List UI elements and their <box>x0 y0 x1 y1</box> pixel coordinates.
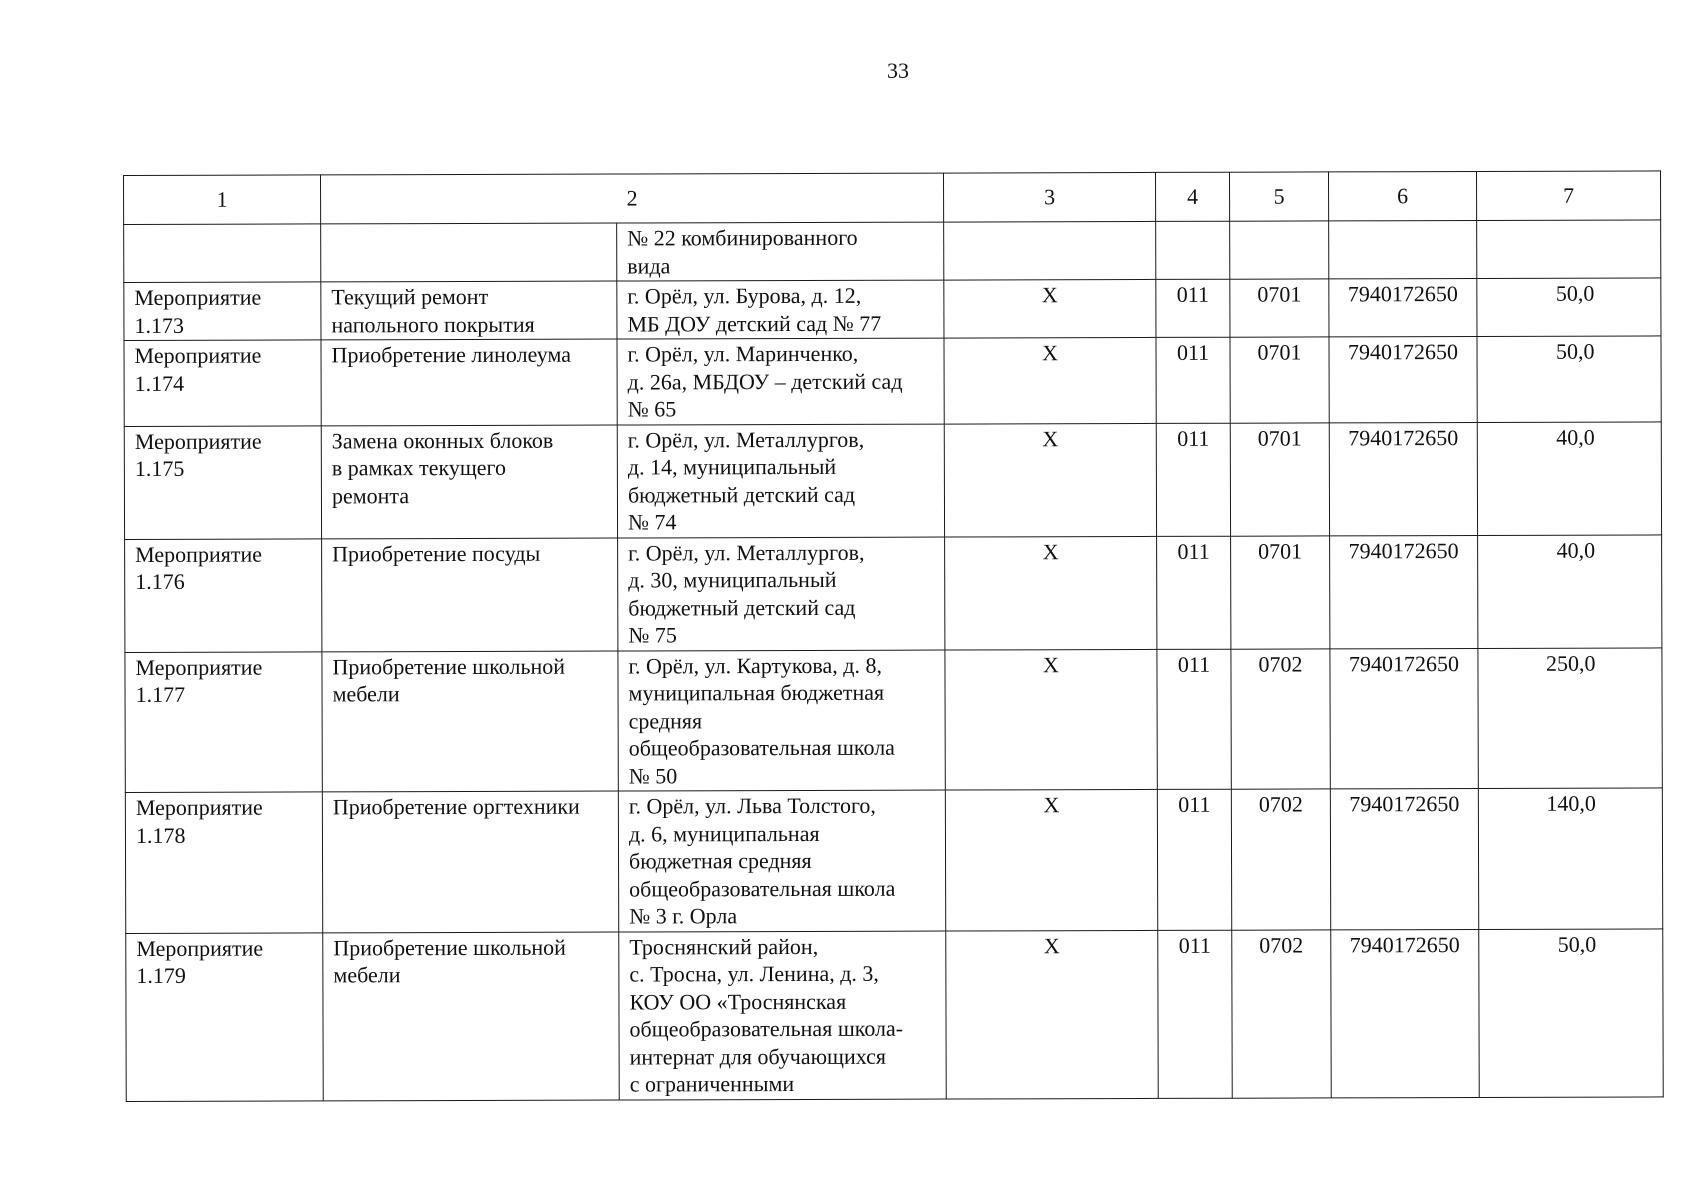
address-cell: г. Орёл, ул. Бурова, д. 12, МБ ДОУ детский сад № 77 <box>617 280 944 339</box>
col3-cell: Х <box>945 789 1157 930</box>
event-cell <box>124 224 321 283</box>
table-row <box>125 647 1662 792</box>
col5-cell: 0701 <box>1230 279 1329 337</box>
event-cell: Мероприятие 1.175 <box>124 425 321 539</box>
header-col-2: 2 <box>321 173 944 224</box>
col4-cell: 011 <box>1156 279 1230 337</box>
work-cell: Приобретение оргтехники <box>322 791 618 932</box>
work-cell: Приобретение школьной мебели <box>322 651 618 792</box>
address-cell: г. Орёл, ул. Металлургов, д. 14, муниципальный бюджетный детский сад № 74 <box>617 424 944 538</box>
col4-cell <box>1156 221 1230 279</box>
col3-cell: Х <box>944 279 1156 338</box>
col6-cell: 7940172650 <box>1331 929 1479 1097</box>
header-col-6: 6 <box>1328 171 1476 220</box>
col4-cell: 011 <box>1157 536 1231 649</box>
table-row <box>124 220 1661 283</box>
event-cell: Мероприятие 1.177 <box>125 651 322 792</box>
col5-cell <box>1230 221 1329 279</box>
col6-cell: 7940172650 <box>1329 336 1477 422</box>
work-cell: Текущий ремонт напольного покрытия <box>321 281 617 340</box>
work-cell <box>321 223 617 282</box>
col7-cell: 140,0 <box>1478 788 1662 929</box>
address-cell: г. Орёл, ул. Металлургов, д. 30, муниципальный бюджетный детский сад № 75 <box>618 537 945 651</box>
table-row <box>125 534 1662 652</box>
work-cell: Приобретение посуды <box>322 538 618 652</box>
budget-table <box>123 170 1664 1101</box>
header-col-7: 7 <box>1476 171 1660 221</box>
table-row <box>125 788 1662 933</box>
col6-cell: 7940172650 <box>1330 535 1478 648</box>
header-col-1: 1 <box>124 175 321 225</box>
col4-cell: 011 <box>1157 649 1231 790</box>
col7-cell <box>1477 220 1661 279</box>
col4-cell: 011 <box>1156 337 1230 423</box>
address-cell: г. Орёл, ул. Картукова, д. 8, муниципальная бюджетная средняя общеобразовательная школа № 50 <box>618 650 945 791</box>
address-cell: г. Орёл, ул. Маринченко, д. 26а, МБДОУ – детский сад № 65 <box>617 338 944 424</box>
col3-cell: Х <box>945 536 1157 650</box>
col4-cell: 011 <box>1156 423 1230 536</box>
table-row <box>124 336 1661 426</box>
header-col-3: 3 <box>943 172 1155 222</box>
col6-cell: 7940172650 <box>1329 422 1477 535</box>
col4-cell: 011 <box>1158 930 1232 1098</box>
event-cell: Мероприятие 1.178 <box>125 792 322 933</box>
col6-cell <box>1329 220 1477 278</box>
event-cell: Мероприятие 1.176 <box>125 538 322 652</box>
col3-cell: Х <box>944 423 1156 537</box>
col3-cell: Х <box>944 337 1156 423</box>
work-cell: Приобретение школьной мебели <box>323 932 619 1101</box>
col3-cell: Х <box>945 649 1157 790</box>
address-cell: г. Орёл, ул. Льва Толстого, д. 6, муниципальная бюджетная средняя общеобразовательная школа № 3 г. Орла <box>618 790 945 931</box>
table-row <box>126 928 1663 1101</box>
col5-cell: 0702 <box>1231 648 1330 789</box>
col5-cell: 0701 <box>1230 337 1329 423</box>
col7-cell: 250,0 <box>1478 647 1662 788</box>
col4-cell: 011 <box>1157 789 1231 930</box>
col6-cell: 7940172650 <box>1330 648 1478 789</box>
col3-cell: Х <box>946 930 1158 1099</box>
header-col-4: 4 <box>1155 172 1229 221</box>
event-cell: Мероприятие 1.179 <box>126 932 323 1101</box>
col6-cell: 7940172650 <box>1330 788 1478 929</box>
col7-cell: 50,0 <box>1479 928 1663 1097</box>
address-cell: № 22 комбинированного вида <box>617 222 944 281</box>
col5-cell: 0701 <box>1230 422 1329 535</box>
page-number: 33 <box>887 58 909 83</box>
col5-cell: 0701 <box>1231 535 1330 648</box>
col5-cell: 0702 <box>1232 929 1331 1097</box>
col7-cell: 50,0 <box>1477 336 1661 422</box>
event-cell: Мероприятие 1.173 <box>124 282 321 341</box>
col7-cell: 40,0 <box>1478 534 1662 648</box>
col6-cell: 7940172650 <box>1329 278 1477 336</box>
header-col-5: 5 <box>1229 172 1328 221</box>
col5-cell: 0702 <box>1231 789 1330 930</box>
work-cell: Замена оконных блоков в рамках текущего ремонта <box>321 425 617 539</box>
event-cell: Мероприятие 1.174 <box>124 340 321 426</box>
table-row <box>124 421 1661 539</box>
header-row <box>124 171 1661 225</box>
address-cell: Троснянский район, с. Тросна, ул. Ленина, д. 3, КОУ ОО «Троснянская общеобразовательная школа- интернат для обучающихся с ограниченными <box>619 931 946 1100</box>
col7-cell: 40,0 <box>1477 421 1661 535</box>
work-cell: Приобретение линолеума <box>321 339 617 425</box>
table-row <box>124 278 1661 341</box>
col3-cell <box>944 221 1156 280</box>
col7-cell: 50,0 <box>1477 278 1661 337</box>
